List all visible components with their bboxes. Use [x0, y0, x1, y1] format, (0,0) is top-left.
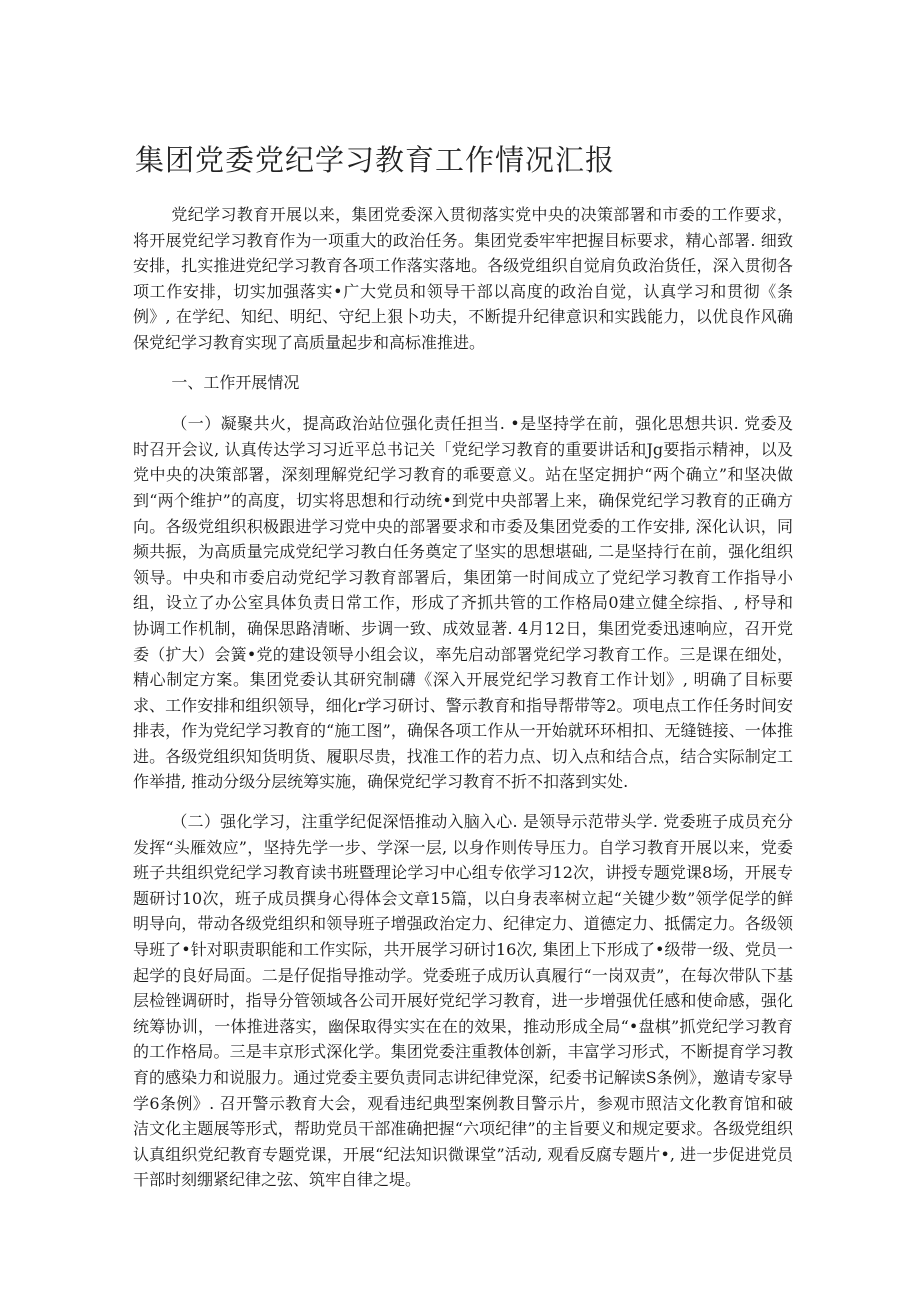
intro-paragraph: 党纪学习教育开展以来，集团党委深入贯彻落实党中央的决策部署和市委的工作要求，将开展党纪学习教育作为一项重大的政治任务。集团党委牢牢把握目标要求，精心部署. 细致安排，扎实推进党纪学习教育各项工作落实落地。各级党组织自觉肩负政治货任，深入贯彻各项工作安排，切实加强落实•广大党员和领导干部以高度的政治自觉，认真学习和贯彻《条例》, 在学纪、知纪、明纪、守纪上狠卜功夫，不断提升纪律意识和实践能力，以优良作风确保党纪学习教育实现了高质量起步和高标准推进。	[133, 205, 793, 352]
document-page	[133, 138, 793, 1193]
document-title: 集团党委党纪学习教育工作情况汇报	[135, 143, 616, 177]
body-paragraph-2: （二）强化学习，注重学纪促深悟推动入脑入心. 是领导示范带头学. 党委班子成员充分发挥“头雁效应”，坚持先学一步、学深一层, 以身作则传导压力。自学习教育开展以来，党委班子共组织党纪学习教育读书班暨理论学习中心组专依学习12次，讲授专题党课8场，开展专题研讨10次，班子成员撰身心得体会文章15篇，以白身表率树立起“关键少数”领学促学的鲜明导向，带动各级党组织和领导班子增强政治定力、纪律定力、道德定力、抵儒定力。各级领导班了•针对职责职能和工作实际，共开展学习研讨16次, 集团上下形成了•级带一级、党员一起学的良好局面。二是仔促指导推动学。党委班子成历认真履行“一岗双责”，在每次带队下基层检锉调研时，指导分管领域各公司开展好党纪学习教育，进一步增强优任感和使命感，强化统筹协训，一体推进落实，幽保取得实实在在的效果，推动形成全局“•盘棋”抓党纪学习教育的工作格局。三是丰京形式深化学。集团党委注重教体创新，丰富学习形式，不断提育学习教育的感染力和说服力。通过党委主要负责同志讲纪律党深，纪委书记解读S条例》，邀请专家导学6条例》. 召开警示教育大会，观看违纪典型案例教目警示片，参观市照洁文化教育馆和破洁文化主题展等形式，帮助党员干部准确把握“六项纪律”的主旨要义和规定要求。各级党组织认真组织党纪教育专题党课，开展“纪法知识微课堂”活动, 观看反腐专题片•, 进一步促进党员干部时刻绷紧纪律之弦、筑牢自律之堤。	[133, 812, 793, 1190]
body-paragraph-1: （一）凝聚共火，提高政治站位强化责任担当. •是坚持学在前，强化思想共识. 党委及时召开会议, 认真传达学习习近平总书记关「党纪学习教育的重要讲话和Jg要指示精神，以及党中央的决策部署，深刻理解党纪学习教育的乖要意义。站在坚定拥护“两个确立”和坚决做到“两个维护”的高度，切实将思想和行动统•到党中央部署上来，确保党纪学习教育的正确方向。各级党组织积极跟进学习党中央的部署要求和市委及集团党委的工作安排, 深化认识，同频共振，为高质量完成党纪学习教白任务奠定了坚实的思想堪础, 二是坚持行在前，强化组织领导。中央和市委启动党纪学习教育部署后，集团第一时间成立了党纪学习教育工作指导小组，设立了办公室具体负责日常工作，形成了齐抓共管的工作格局0建立健全综指、, 杼导和协调工作机制，确保思路清晰、步调一致、成效显著. 4月12日，集团党委迅速响应，召开党委（扩大）会簧•党的建设领导小组会议，率先启动部署党纪学习教育工作。三是课在细处，精心制定方案。集团党委认其研究制礴《深入开展党纪学习教育工作计划》, 明确了目标要求、工作安排和组织领导，细化r学习研讨、警示教育和指导帮带等2。项电点工作任务时间安排表，作为党纪学习教育的“施工图”，确保各项工作从一开始就环环相扣、无缝链接、一体推进。各级党组织知货明货、履职尽贵，找准工作的若力点、切入点和结合点，结合实际制定工作举措, 推动分级分层统筹实施，确保党纪学习教育不折不扣落到实处.	[133, 414, 793, 792]
section-heading: 一、工作开展情况	[171, 372, 300, 392]
